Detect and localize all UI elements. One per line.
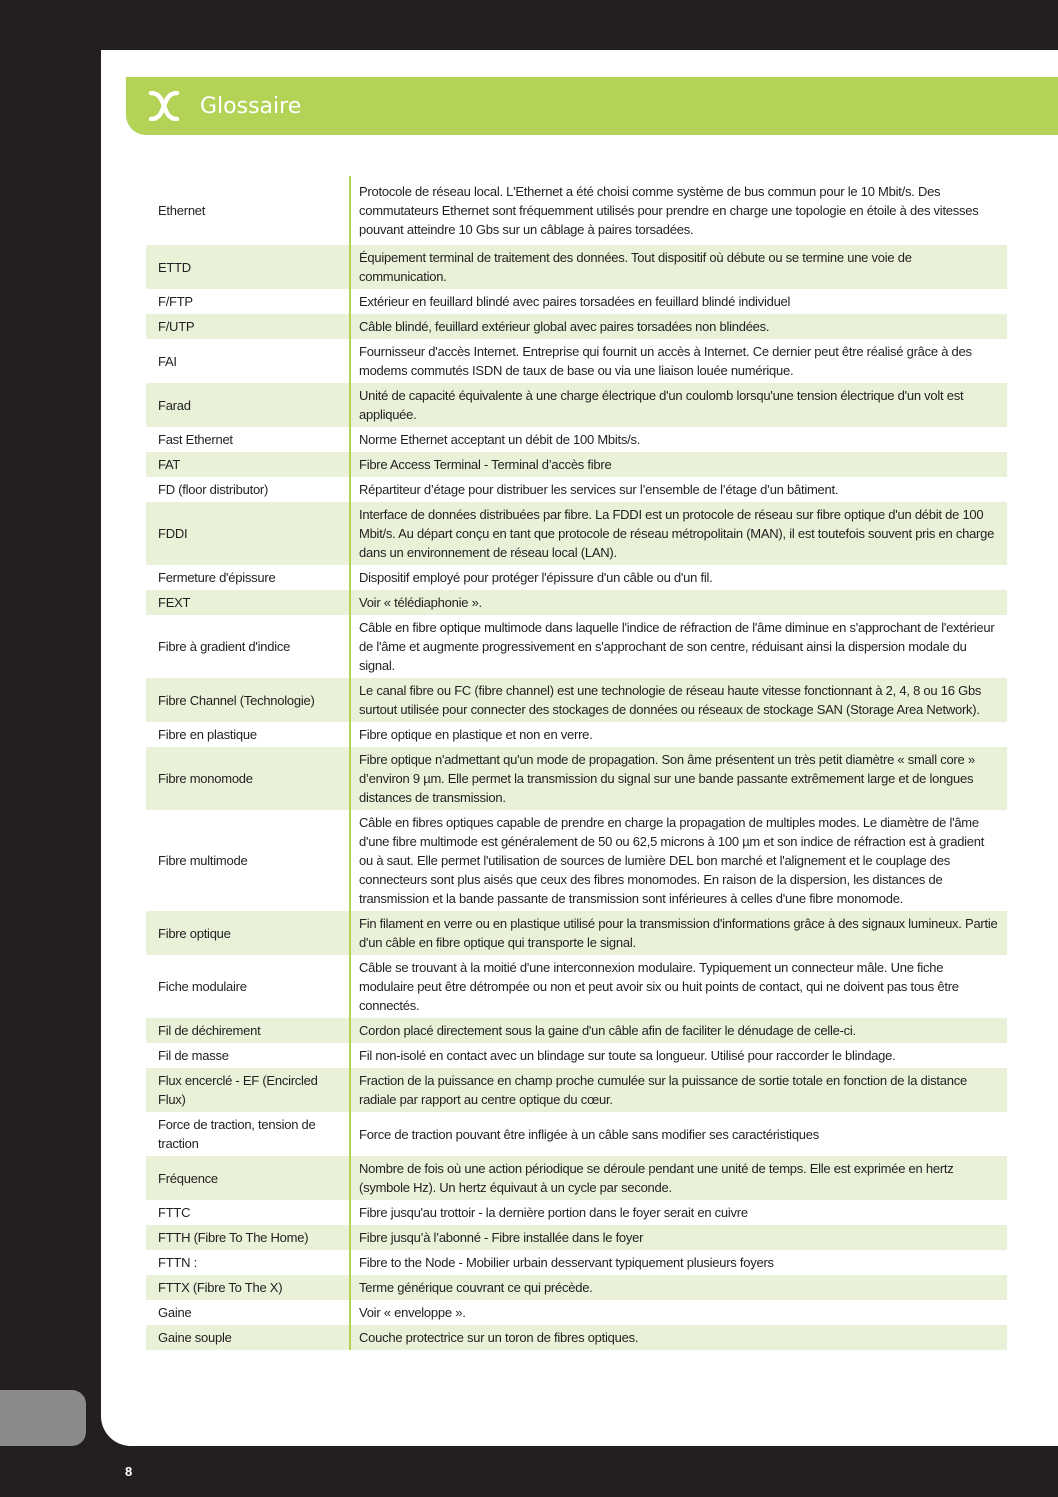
glossary-row [146,1275,1007,1300]
glossary-term: Force de traction, tension de traction [158,1117,316,1151]
glossary-term: FD (floor distributor) [158,482,269,497]
glossary-term: Fiche modulaire [158,979,247,994]
side-tab [0,1390,86,1446]
glossary-term: FTTN : [158,1255,197,1270]
glossary-row [146,1156,1007,1200]
glossary-definition: Fournisseur d'accès Internet. Entreprise qui fournit un accès à Internet. Ce dernier peut être réalisé grâce à des modems commutés ISDN de taux de base ou via une liaison louée numérique. [350,339,1007,383]
glossary-definition: Fibre jusqu’à l’abonné - Fibre installée dans le foyer [350,1225,1007,1250]
glossary-term: Flux encerclé - EF (Encircled Flux) [146,1068,350,1112]
glossary-definition: Fibre optique en plastique et non en verre. [350,722,1007,747]
glossary-term: Fast Ethernet [158,432,233,447]
glossary-row [146,615,1007,678]
glossary-row [146,452,1007,477]
glossary-definition: Protocole de réseau local. L'Ethernet a été choisi comme système de bus commun pour le 10 Mbit/s. Des commutateurs Ethernet sont fréquemment utilisés pour prendre en charge une topologie en étoile à des vitesses pouvant atteindre 10 Gbs sur un câblage à paires torsadées. [350,176,1007,245]
glossary-term: FTTX (Fibre To The X) [146,1275,350,1300]
glossary-definition: Équipement terminal de traitement des données. Tout dispositif où débute ou se termine une voie de communication. [350,245,1007,289]
glossary-row [146,955,1007,1018]
glossary-row [146,678,1007,722]
glossary-row [146,911,1007,955]
section-header [126,77,1058,135]
glossary-definition: Force de traction pouvant être infligée à un câble sans modifier ses caractéristiques [350,1112,1007,1156]
glossary-row [146,427,1007,452]
glossary-term: F/UTP [146,314,350,339]
glossary-definition: Câble se trouvant à la moitié d'une interconnexion modulaire. Typiquement un connecteur mâle. Une fiche modulaire peut être détrompée ou non et peut avoir six ou huit points de contact, qui ne doivent pas tous être connectés. [350,955,1007,1018]
glossary-row [146,1300,1007,1325]
glossary-row [146,1225,1007,1250]
glossary-term: Fibre en plastique [158,727,257,742]
glossary-row [146,1043,1007,1068]
glossary-term: FDDI [146,502,350,565]
glossary-term: Fréquence [146,1156,350,1200]
glossary-definition: Terme générique couvrant ce qui précède. [350,1275,1007,1300]
glossary-definition: Unité de capacité équivalente à une charge électrique d'un coulomb lorsqu'une tension électrique d'un volt est appliquée. [350,383,1007,427]
glossary-row [146,1112,1007,1156]
glossary-row [146,1068,1007,1112]
glossary-term: Ethernet [158,203,206,218]
glossary-row [146,289,1007,314]
glossary-term: Fil de masse [158,1048,229,1063]
glossary-table [146,176,1007,1350]
glossary-definition: Cordon placé directement sous la gaine d'un câble afin de faciliter le dénudage de celle-ci. [350,1018,1007,1043]
glossary-row [146,747,1007,810]
glossary-row [146,176,1007,245]
glossary-term: Fil de déchirement [146,1018,350,1043]
glossary-term: Fibre optique [146,911,350,955]
glossary-row [146,245,1007,289]
glossary-term: Gaine souple [146,1325,350,1350]
glossary-definition: Câble blindé, feuillard extérieur global avec paires torsadées non blindées. [350,314,1007,339]
glossary-term: Fibre Channel (Technologie) [146,678,350,722]
glossary-term: FTTC [158,1205,191,1220]
glossary-term: Fibre monomode [146,747,350,810]
glossary-row [146,383,1007,427]
glossary-definition: Fin filament en verre ou en plastique utilisé pour la transmission d'informations grâce à des signaux lumineux. Partie d'un câble en fibre optique qui transporte le signal. [350,911,1007,955]
glossary-term: FEXT [146,590,350,615]
glossary-definition: Fraction de la puissance en champ proche cumulée sur la puissance de sortie totale en fonction de la distance radiale par rapport au centre optique du cœur. [350,1068,1007,1112]
glossary-definition: Norme Ethernet acceptant un débit de 100 Mbits/s. [350,427,1007,452]
glossary-row [146,314,1007,339]
glossary-definition: Le canal fibre ou FC (fibre channel) est une technologie de réseau haute vitesse fonctionnant à 2, 4, 8 ou 16 Gbs surtout utilisée pour connecter des stockages de données ou réseaux de stockage SAN (Storage Area Network). [350,678,1007,722]
glossary-term: F/FTP [158,294,193,309]
glossary-definition: Fibre Access Terminal - Terminal d’accès fibre [350,452,1007,477]
glossary-definition: Fibre optique n'admettant qu'un mode de propagation. Son âme présentent un très petit diamètre « small core » d’environ 9 µm. Elle permet la transmission du signal sur une bande passante extrêmement large et de longues distances de transmission. [350,747,1007,810]
glossary-row [146,590,1007,615]
page-title: Glossaire [200,93,302,119]
glossary-term: FAT [146,452,350,477]
glossary-term: Fibre multimode [158,853,248,868]
glossary-row [146,477,1007,502]
glossary-definition: Câble en fibres optiques capable de prendre en charge la propagation de multiples modes. Le diamètre de l'âme d'une fibre multimode est généralement de 50 ou 62,5 microns à 100 µm et son indice de réfraction est à gradient ou à saut. Elle permet l'utilisation de sources de lumière DEL bon marché et l'alignement et le couplage des connecteurs sont plus aisés que ceux des fibres monomodes. En raison de la dispersion, les distances de transmission et la bande passante de transmission sont inférieures à celles d'une fibre monomode. [350,810,1007,911]
glossary-row [146,339,1007,383]
page-number: 8 [125,1464,133,1479]
glossary-definition: Fil non-isolé en contact avec un blindage sur toute sa longueur. Utilisé pour raccorder le blindage. [350,1043,1007,1068]
glossary-definition: Nombre de fois où une action périodique se déroule pendant une unité de temps. Elle est exprimée en hertz (symbole Hz). Un hertz équivaut à un cycle par seconde. [350,1156,1007,1200]
glossary-term: FTTH (Fibre To The Home) [146,1225,350,1250]
glossary-row [146,722,1007,747]
glossary-term: Fibre à gradient d'indice [158,639,291,654]
glossary-row [146,502,1007,565]
glossary-definition: Fibre to the Node - Mobilier urbain desservant typiquement plusieurs foyers [350,1250,1007,1275]
glossary-row [146,1018,1007,1043]
glossary-term: ETTD [146,245,350,289]
glossary-row [146,1200,1007,1225]
glossary-definition: Voir « enveloppe ». [350,1300,1007,1325]
glossary-definition: Dispositif employé pour protéger l'épissure d'un câble ou d'un fil. [350,565,1007,590]
glossary-definition: Extérieur en feuillard blindé avec paires torsadées en feuillard blindé individuel [350,289,1007,314]
glossary-term: Farad [146,383,350,427]
glossary-row [146,810,1007,911]
glossary-definition: Couche protectrice sur un toron de fibres optiques. [350,1325,1007,1350]
glossary-row [146,1325,1007,1350]
glossary-definition: Fibre jusqu'au trottoir - la dernière portion dans le foyer serait en cuivre [350,1200,1007,1225]
glossary-definition: Voir « télédiaphonie ». [350,590,1007,615]
glossary-row [146,565,1007,590]
glossary-row [146,1250,1007,1275]
glossary-term: FAI [158,353,177,369]
glossary-definition: Câble en fibre optique multimode dans laquelle l'indice de réfraction de l'âme diminue en s'approchant de l'extérieur de l'âme et augmente progressivement en s'approchant de son centre, réduisant ainsi la dispersion modale du signal. [350,615,1007,678]
x-logo-icon [148,91,180,121]
glossary-definition: Répartiteur d’étage pour distribuer les services sur l’ensemble de l’étage d’un bâtiment. [350,477,1007,502]
glossary-term: Gaine [158,1305,192,1320]
glossary-term: Fermeture d'épissure [158,570,276,585]
glossary-definition: Interface de données distribuées par fibre. La FDDI est un protocole de réseau sur fibre optique d'un débit de 100 Mbit/s. Au départ conçu en tant que protocole de réseau métropolitain (MAN), il est toutefois souvent pris en charge dans un environnement de réseau local (LAN). [350,502,1007,565]
